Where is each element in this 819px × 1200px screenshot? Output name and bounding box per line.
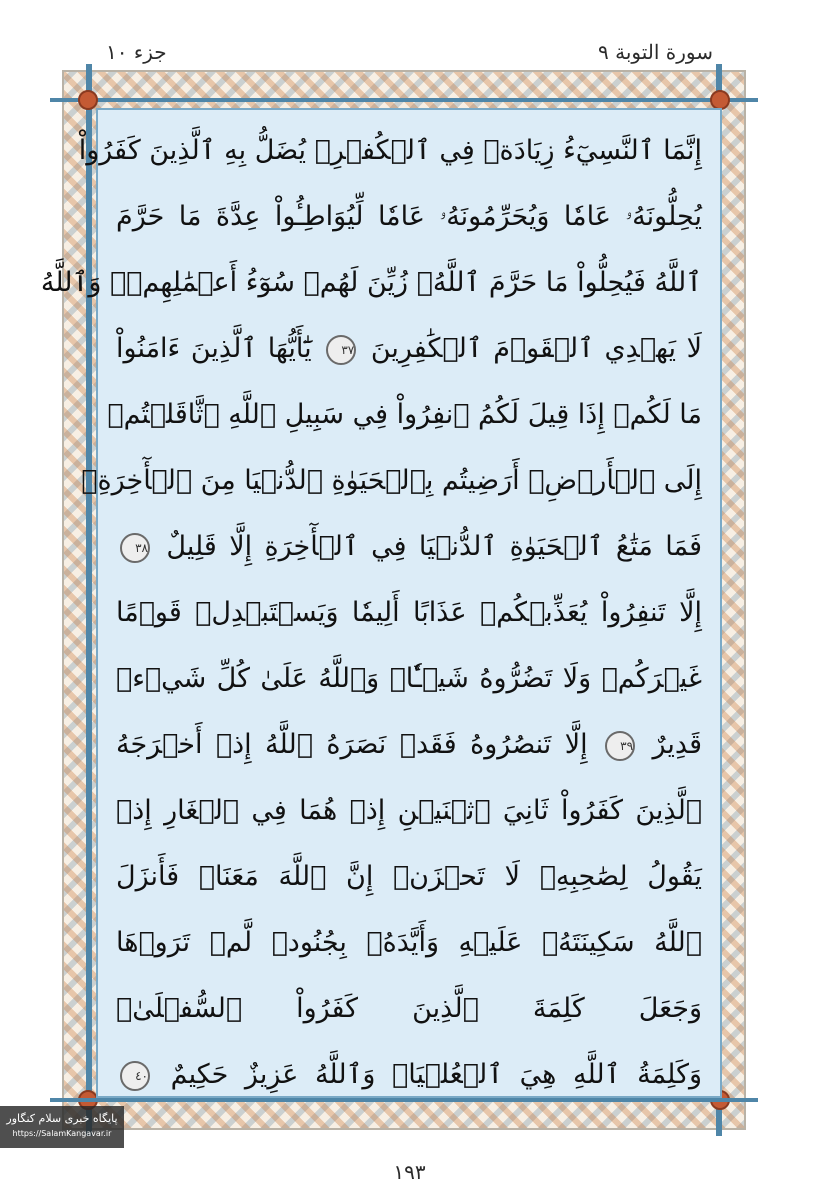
line-text: غَيۡرَكُمۡ وَلَا تَضُرُّوهُ شَيۡـٔٗاۗ وَٱللَّهُ عَلَىٰ كُلِّ شَيۡءٖ: [116, 663, 702, 694]
watermark-badge: [0, 1106, 124, 1148]
ayah-37-marker-icon: ٣٧: [326, 335, 356, 365]
text-line: [116, 1042, 702, 1108]
line-text: يَٰٓأَيُّهَا ٱلَّذِينَ ءَامَنُواْ: [116, 333, 312, 364]
text-line: [116, 712, 702, 778]
line-text: إِلَّا تَنصُرُوهُ فَقَدۡ نَصَرَهُ ٱللَّهُ إِذۡ أَخۡرَجَهُ: [116, 729, 588, 760]
line-text: ٱللَّهُ سَكِينَتَهُۥ عَلَيۡهِ وَأَيَّدَهُۥ بِجُنُودٖ لَّمۡ تَرَوۡهَا: [116, 927, 702, 958]
ayah-38-marker-icon: ٣٨: [120, 533, 150, 563]
line-text: قَدِيرٌ: [652, 729, 702, 760]
text-line: [116, 844, 702, 910]
ayah-39-marker-icon: ٣٩: [605, 731, 635, 761]
text-line: [116, 580, 702, 646]
line-text: وَجَعَلَ كَلِمَةَ ٱلَّذِينَ كَفَرُواْ ٱلسُّفۡلَىٰۗ: [116, 993, 702, 1024]
line-text: إِنَّمَا ٱلنَّسِيٓءُ زِيَادَةٞ فِي ٱلۡكُفۡرِۖ يُضَلُّ بِهِ ٱلَّذِينَ كَفَرُواْ: [78, 135, 702, 166]
text-line: [107, 382, 702, 448]
watermark-url: https://SalamKangavar.ir: [12, 1129, 112, 1138]
text-line: [116, 976, 702, 1042]
quran-text-panel: [40, 108, 722, 1098]
line-text: ٱلَّذِينَ كَفَرُواْ ثَانِيَ ٱثۡنَيۡنِ إِذۡ هُمَا فِي ٱلۡغَارِ إِذۡ: [116, 795, 702, 826]
text-line: [81, 448, 702, 514]
line-text: لَا يَهۡدِي ٱلۡقَوۡمَ ٱلۡكَٰفِرِينَ: [370, 333, 702, 364]
corner-ornament-icon: [710, 90, 730, 110]
text-line: [116, 514, 702, 580]
line-text: فَمَا مَتَٰعُ ٱلۡحَيَوٰةِ ٱلدُّنۡيَا فِي ٱلۡأٓخِرَةِ إِلَّا قَلِيلٌ: [166, 531, 702, 562]
watermark-title: پایگاه خبری سلام کنگاور: [6, 1112, 118, 1125]
ayah-40-marker-icon: ٤٠: [120, 1061, 150, 1091]
surah-label: سورة التوبة ٩: [598, 40, 713, 64]
line-text: يُحِلُّونَهُۥ عَامٗا وَيُحَرِّمُونَهُۥ عَامٗا لِّيُوَاطِـُٔواْ عِدَّةَ مَا حَرَّمَ: [116, 201, 702, 232]
text-line: [116, 778, 702, 844]
line-text: يَقُولُ لِصَٰحِبِهِۦ لَا تَحۡزَنۡ إِنَّ ٱللَّهَ مَعَنَاۖ فَأَنزَلَ: [116, 861, 702, 892]
line-text: مَا لَكُمۡ إِذَا قِيلَ لَكُمُ ٱنفِرُواْ فِي سَبِيلِ ٱللَّهِ ٱثَّاقَلۡتُمۡ: [107, 399, 702, 430]
text-line: [40, 250, 702, 316]
text-line: [116, 910, 702, 976]
line-text: وَكَلِمَةُ ٱللَّهِ هِيَ ٱلۡعُلۡيَاۗ وَٱللَّهُ عَزِيزٌ حَكِيمٌ: [170, 1059, 702, 1090]
text-line: [116, 184, 702, 250]
text-line: [116, 316, 702, 382]
juz-label: جزء ١٠: [106, 40, 167, 64]
frame-left-bar: [86, 64, 92, 1136]
line-text: إِلَى ٱلۡأَرۡضِۚ أَرَضِيتُم بِٱلۡحَيَوٰةِ ٱلدُّنۡيَا مِنَ ٱلۡأٓخِرَةِۚ: [81, 465, 702, 496]
corner-ornament-icon: [78, 90, 98, 110]
text-line: [78, 118, 702, 184]
line-text: إِلَّا تَنفِرُواْ يُعَذِّبۡكُمۡ عَذَابًا أَلِيمٗا وَيَسۡتَبۡدِلۡ قَوۡمًا: [116, 597, 702, 628]
text-line: [116, 646, 702, 712]
page-number: ١٩٣: [393, 1160, 426, 1184]
line-text: ٱللَّهُ فَيُحِلُّواْ مَا حَرَّمَ ٱللَّهُۚ زُيِّنَ لَهُمۡ سُوٓءُ أَعۡمَٰلِهِمۡۗ وَٱللَّهُ: [40, 267, 702, 298]
